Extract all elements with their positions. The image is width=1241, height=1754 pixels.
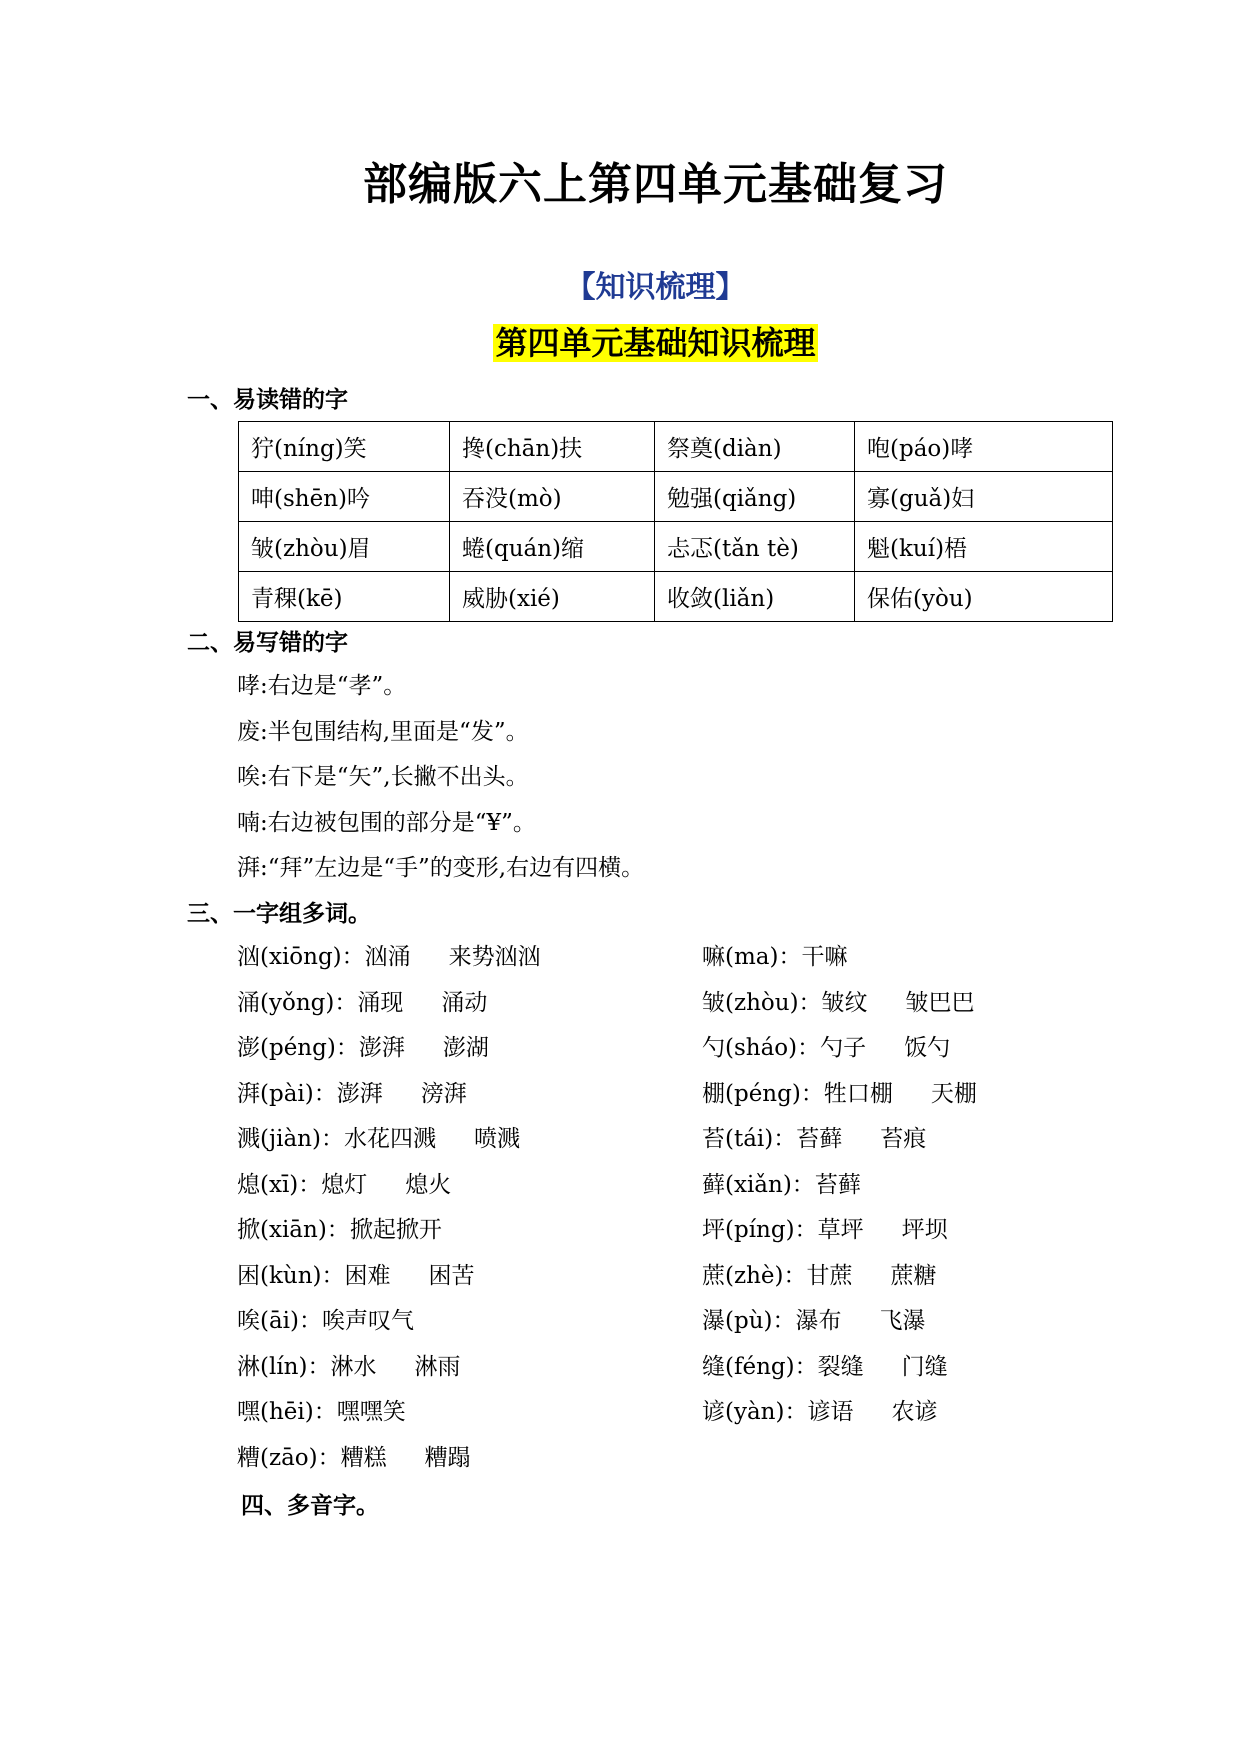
word-item: 熄灯 — [321, 1171, 368, 1198]
word-group-head: 棚(péng)： — [702, 1080, 824, 1107]
word-item: 困难 — [344, 1262, 391, 1289]
table-cell: 搀(chān)扶 — [450, 422, 655, 472]
word-group-row — [237, 1302, 414, 1335]
word-group-row — [237, 938, 541, 971]
word-group-head: 糟(zāo)： — [237, 1444, 341, 1471]
word-group-row — [237, 1348, 460, 1381]
word-group-row — [237, 1166, 451, 1199]
word-item: 饭勺 — [904, 1035, 951, 1061]
word-item: 农谚 — [891, 1399, 938, 1425]
word-group-head: 涌(yǒng)： — [237, 989, 358, 1016]
word-item: 裂缝 — [817, 1353, 864, 1380]
table-cell: 呻(shēn)吟 — [239, 472, 450, 522]
word-item: 瀑布 — [795, 1308, 842, 1334]
word-item: 糟蹋 — [424, 1444, 471, 1471]
word-group-head: 坪(píng)： — [702, 1217, 818, 1243]
table-cell: 咆(páo)哮 — [855, 422, 1113, 472]
word-group-head: 谚(yàn)： — [702, 1399, 808, 1425]
word-item: 勺子 — [820, 1035, 867, 1061]
word-group-row — [702, 1075, 977, 1108]
word-group-row — [702, 1211, 948, 1244]
word-group-head: 溅(jiàn)： — [237, 1126, 344, 1152]
word-group-row — [702, 1257, 937, 1290]
table-cell: 祭奠(diàn) — [655, 422, 855, 472]
word-item: 滂湃 — [420, 1080, 467, 1107]
section-heading-4: 四、多音字。 — [241, 1492, 379, 1519]
word-group-head: 澎(péng)： — [237, 1035, 359, 1061]
word-item: 澎湃 — [358, 1035, 405, 1061]
table-cell: 魁(kuí)梧 — [855, 522, 1113, 572]
list-item: 废:半包围结构,里面是“发”。 — [237, 719, 529, 745]
table-cell: 保佑(yòu) — [855, 572, 1113, 622]
word-item: 喷溅 — [473, 1126, 520, 1152]
word-group-row — [237, 1439, 471, 1472]
word-item: 飞瀑 — [879, 1308, 926, 1334]
table-cell: 勉强(qiǎng) — [655, 472, 855, 522]
word-group-head: 汹(xiōng)： — [237, 944, 365, 970]
word-item: 掀起掀开 — [349, 1217, 442, 1243]
table-cell: 青稞(kē) — [239, 572, 450, 622]
table-cell: 蜷(quán)缩 — [450, 522, 655, 572]
word-item: 干嘛 — [801, 944, 848, 970]
word-item: 涌动 — [441, 989, 488, 1016]
word-group-row — [702, 1166, 861, 1199]
table-row — [239, 522, 1113, 572]
word-group-row — [237, 1257, 475, 1290]
section-heading-3: 三、一字组多词。 — [187, 900, 371, 927]
word-group-row — [237, 1393, 406, 1426]
word-group-head: 掀(xiān)： — [237, 1217, 350, 1243]
word-item: 淋雨 — [414, 1353, 461, 1380]
word-item: 牲口棚 — [823, 1080, 893, 1107]
word-group-head: 苔(tái)： — [702, 1126, 797, 1152]
word-group-row — [702, 1302, 925, 1335]
word-group-row — [702, 1029, 950, 1062]
list-item: 唉:右下是“矢”,长撇不出头。 — [237, 764, 529, 790]
word-item: 坪坝 — [901, 1217, 948, 1243]
word-group-head: 勺(sháo)： — [702, 1035, 821, 1061]
word-group-row — [237, 1120, 520, 1153]
word-group-head: 瀑(pù)： — [702, 1308, 796, 1334]
word-item: 苔痕 — [880, 1126, 927, 1152]
word-group-head: 嘛(ma)： — [702, 944, 802, 970]
word-item: 苔藓 — [796, 1126, 843, 1152]
word-item: 唉声叹气 — [322, 1308, 415, 1334]
word-group-row — [237, 984, 487, 1017]
word-item: 来势汹汹 — [448, 944, 541, 970]
word-item: 嘿嘿笑 — [336, 1399, 406, 1425]
section-heading-1: 一、易读错的字 — [187, 386, 348, 413]
word-group-row — [237, 1211, 442, 1244]
word-group-head: 湃(pài)： — [237, 1080, 337, 1107]
section-heading-2: 二、易写错的字 — [187, 629, 348, 656]
table-cell: 忐忑(tǎn tè) — [655, 522, 855, 572]
word-group-head: 唉(āi)： — [237, 1308, 323, 1334]
word-group-row — [702, 938, 847, 971]
table-cell: 皱(zhòu)眉 — [239, 522, 450, 572]
highlight-banner — [70, 318, 1241, 364]
word-group-head: 蔗(zhè)： — [702, 1262, 807, 1289]
word-item: 熄火 — [405, 1171, 452, 1198]
word-item: 草坪 — [817, 1217, 864, 1243]
table-row — [239, 472, 1113, 522]
table-cell: 狞(níng)笑 — [239, 422, 450, 472]
list-item: 湃:“拜”左边是“手”的变形,右边有四横。 — [237, 855, 645, 881]
word-group-row — [702, 984, 975, 1017]
table-cell: 收敛(liǎn) — [655, 572, 855, 622]
word-group-row — [702, 1393, 937, 1426]
word-item: 谚语 — [807, 1399, 854, 1425]
word-item: 澎湃 — [336, 1080, 383, 1107]
word-group-row — [237, 1075, 467, 1108]
word-item: 困苦 — [428, 1262, 475, 1289]
banner-text: 第四单元基础知识梳理 — [495, 324, 816, 362]
section-subtitle: 【知识梳理】 — [565, 270, 746, 305]
table-row — [239, 422, 1113, 472]
table-cell: 威胁(xié) — [450, 572, 655, 622]
word-group-head: 嘿(hēi)： — [237, 1399, 337, 1425]
word-group-head: 淋(lín)： — [237, 1353, 331, 1380]
word-item: 苔藓 — [814, 1171, 861, 1198]
word-item: 蔗糖 — [890, 1262, 937, 1289]
table-cell: 吞没(mò) — [450, 472, 655, 522]
word-group-head: 困(kùn)： — [237, 1262, 345, 1289]
word-item: 水花四溅 — [343, 1126, 436, 1152]
word-item: 天棚 — [930, 1080, 977, 1107]
word-group-row — [702, 1348, 948, 1381]
list-item: 哮:右边是“孝”。 — [237, 673, 407, 699]
word-group-row — [702, 1120, 926, 1153]
word-item: 甘蔗 — [806, 1262, 853, 1289]
document-title: 部编版六上第四单元基础复习 — [363, 159, 948, 210]
word-item: 门缝 — [901, 1353, 948, 1380]
reading-table — [238, 421, 1113, 622]
list-item: 喃:右边被包围的部分是“¥”。 — [237, 810, 536, 836]
word-item: 澎湖 — [442, 1035, 489, 1061]
word-item: 糟糕 — [340, 1444, 387, 1471]
word-item: 淋水 — [330, 1353, 377, 1380]
word-group-head: 藓(xiǎn)： — [702, 1171, 815, 1198]
word-item: 涌现 — [357, 989, 404, 1016]
table-cell: 寡(guǎ)妇 — [855, 472, 1113, 522]
word-item: 汹涌 — [364, 944, 411, 970]
word-item: 皱巴巴 — [905, 989, 975, 1016]
word-group-head: 缝(féng)： — [702, 1353, 818, 1380]
word-group-row — [237, 1029, 489, 1062]
word-group-head: 熄(xī)： — [237, 1171, 322, 1198]
table-row — [239, 572, 1113, 622]
word-item: 皱纹 — [821, 989, 868, 1016]
word-group-head: 皱(zhòu)： — [702, 989, 822, 1016]
